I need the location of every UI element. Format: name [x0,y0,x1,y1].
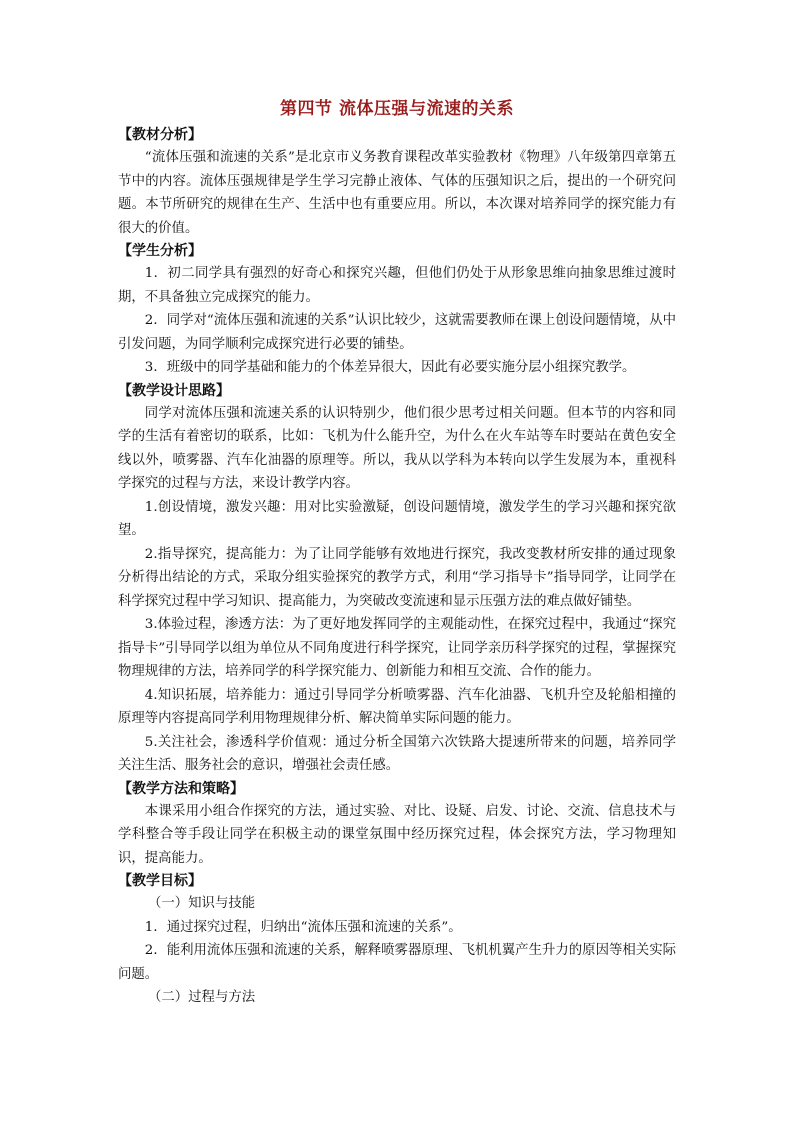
paragraph: 4.知识拓展，培养能力：通过引导同学分析喷雾器、汽车化油器、飞机升空及轮船相撞的原理等内容提高同学利用物理规律分析、解决简单实际问题的能力。 [118,687,676,726]
paragraph: 5.关注社会，渗透科学价值观：通过分析全国第六次铁路大提速所带来的问题，培养同学关注生活、服务社会的意识，增强社会责任感。 [118,734,676,773]
paragraph: 1．初二同学具有强烈的好奇心和探究兴趣，但他们仍处于从形象思维向抽象思维过渡时期，不具备独立完成探究的能力。 [118,266,676,305]
paragraph: 2.指导探究，提高能力：为了让同学能够有效地进行探究，我改变教材所安排的通过现象分析得出结论的方式，采取分组实验探究的教学方式，利用“学习指导卡”指导同学，让同学在科学探究过程中学习知识、提高能力，为突破改变流速和显示压强方法的难点做好铺垫。 [118,546,676,609]
heading-student-analysis: 【学生分析】 [118,243,202,259]
paragraph: 2．能利用流体压强和流速的关系，解释喷雾器原理、飞机机翼产生升力的原因等相关实际问题。 [118,943,676,982]
paragraph: 同学对流体压强和流速关系的认识特别少，他们很少思考过相关问题。但本节的内容和同学的生活有着密切的联系，比如：飞机为什么能升空，为什么在火车站等车时要站在黄色安全线以外，喷雾器、汽车化油器的原理等。所以，我从以学科为本转向以学生发展为本，重视科学探究的过程与方法，来设计教学内容。 [118,405,676,491]
paragraph: 1.创设情境，激发兴趣：用对比实验激疑，创设问题情境，激发学生的学习兴趣和探究欲望。 [118,499,676,538]
subheading-process-methods: （二）过程与方法 [148,990,256,1005]
heading-methods-strategies: 【教学方法和策略】 [118,780,244,797]
page-title: 第四节 流体压强与流速的关系 [280,99,514,119]
paragraph: 3．班级中的同学基础和能力的个体差异很大，因此有必要实施分层小组探究教学。 [144,360,636,375]
heading-textbook-analysis: 【教材分析】 [118,127,202,143]
paragraph: 1．通过探究过程，归纳出“流体压强和流速的关系”。 [144,919,462,935]
heading-design-approach: 【教学设计思路】 [118,382,230,399]
paragraph: 本课采用小组合作探究的方法，通过实验、对比、设疑、启发、讨论、交流、信息技术与学科整合等手段让同学在积极主动的课堂氛围中经历探究过程，体会探究方法，学习物理知识，提高能力。 [118,803,676,866]
document-page [118,96,676,1010]
subheading-knowledge-skills: （一）知识与技能 [148,896,256,911]
heading-teaching-goals: 【教学目标】 [118,873,202,889]
paragraph: “流体压强和流速的关系”是北京市义务教育课程改革实验教材《物理》八年级第四章第五节中的内容。流体压强规律是学生学习完静止液体、气体的压强知识之后，提出的一个研究问题。本节所研究的规律在生产、生活中也有重要应用。所以，本次课对培养同学的探究能力有很大的价值。 [118,150,676,236]
paragraph: 2．同学对“流体压强和流速的关系”认识比较少，这就需要教师在课上创设问题情境，从中引发问题，为同学顺利完成探究进行必要的铺垫。 [118,313,676,352]
paragraph: 3.体验过程，渗透方法：为了更好地发挥同学的主观能动性，在探究过程中，我通过“探究指导卡”引导同学以组为单位从不同角度进行科学探究，让同学亲历科学探究的过程，掌握探究物理规律的方法，培养同学的科学探究能力、创新能力和相互交流、合作的能力。 [118,617,676,679]
